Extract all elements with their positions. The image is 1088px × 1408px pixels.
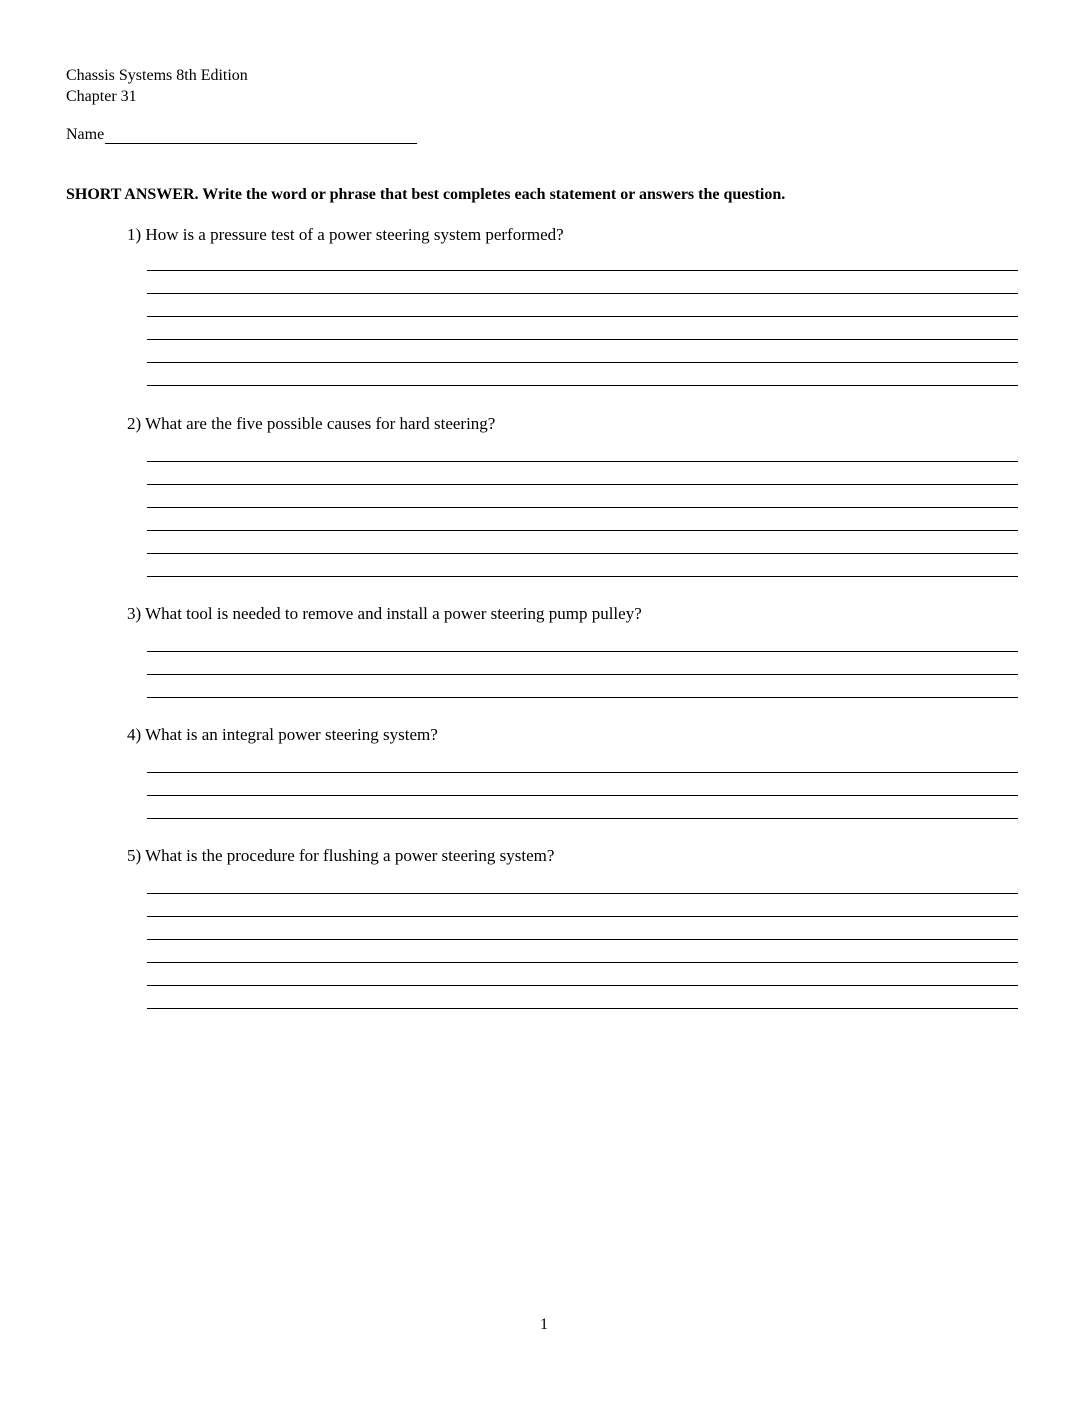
name-field-row (66, 125, 417, 144)
question-3: 3) What tool is needed to remove and install a power steering pump pulley? (127, 604, 642, 623)
answer-line[interactable] (147, 553, 1018, 554)
answer-line[interactable] (147, 507, 1018, 508)
answer-line[interactable] (147, 270, 1018, 271)
answer-line[interactable] (147, 576, 1018, 577)
answer-line[interactable] (147, 795, 1018, 796)
instructions: SHORT ANSWER. Write the word or phrase that best completes each statement or answers the question. (66, 186, 786, 203)
question-4: 4) What is an integral power steering system? (127, 725, 438, 744)
answer-line[interactable] (147, 651, 1018, 652)
answer-line[interactable] (147, 1008, 1018, 1009)
name-blank-line[interactable] (105, 125, 417, 144)
answer-line[interactable] (147, 939, 1018, 940)
question-1: 1) How is a pressure test of a power steering system performed? (127, 225, 564, 244)
answer-line[interactable] (147, 818, 1018, 819)
answer-line[interactable] (147, 962, 1018, 963)
answer-line[interactable] (147, 385, 1018, 386)
answer-line[interactable] (147, 316, 1018, 317)
question-5: 5) What is the procedure for flushing a power steering system? (127, 846, 555, 865)
answer-line[interactable] (147, 916, 1018, 917)
page-number: 1 (540, 1316, 548, 1333)
answer-line[interactable] (147, 362, 1018, 363)
answer-line[interactable] (147, 674, 1018, 675)
answer-line[interactable] (147, 293, 1018, 294)
document-title: Chassis Systems 8th Edition (66, 67, 248, 84)
answer-line[interactable] (147, 985, 1018, 986)
answer-line[interactable] (147, 484, 1018, 485)
answer-line[interactable] (147, 772, 1018, 773)
answer-line[interactable] (147, 530, 1018, 531)
answer-line[interactable] (147, 697, 1018, 698)
chapter-label: Chapter 31 (66, 88, 137, 105)
answer-line[interactable] (147, 339, 1018, 340)
answer-line[interactable] (147, 893, 1018, 894)
question-2: 2) What are the five possible causes for hard steering? (127, 414, 496, 433)
name-label: Name (66, 126, 105, 143)
answer-line[interactable] (147, 461, 1018, 462)
